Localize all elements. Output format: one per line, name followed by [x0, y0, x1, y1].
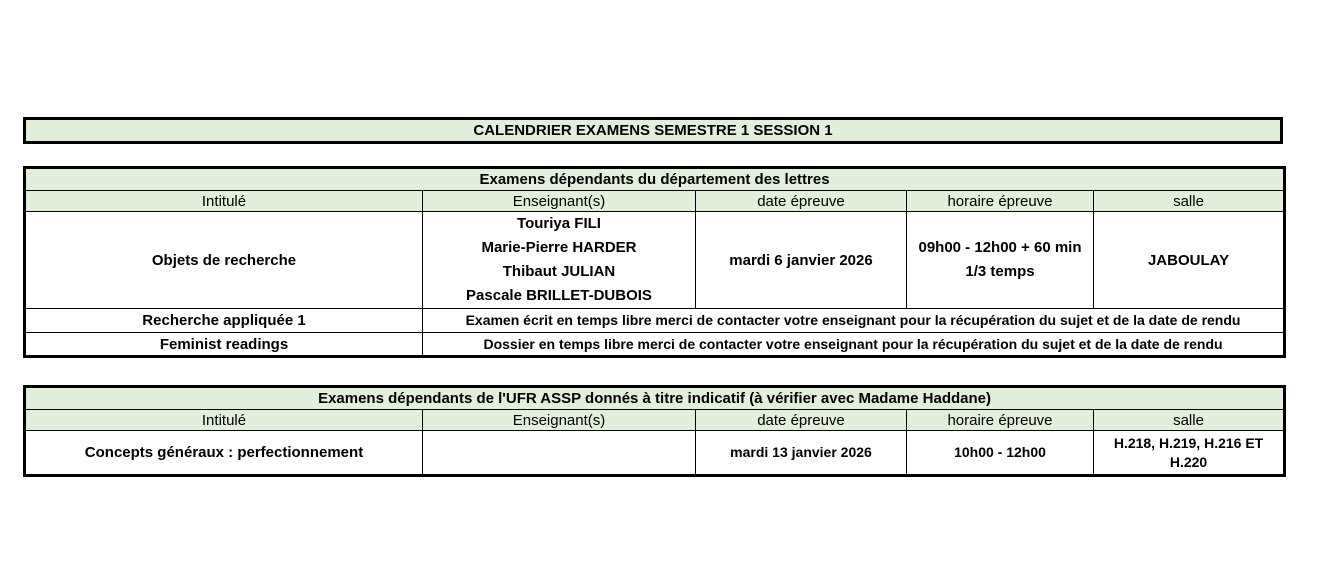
cell-date: mardi 6 janvier 2026 — [696, 212, 907, 309]
table-row — [25, 333, 1285, 357]
section-heading: Examens dépendants de l'UFR ASSP donnés à titre indicatif (à vérifier avec Madame Haddane) — [25, 387, 1285, 410]
lettres-exam-table — [23, 166, 1286, 358]
table-row — [25, 309, 1285, 333]
teacher-name: Touriya FILI — [517, 215, 601, 232]
teacher-name: Thibaut JULIAN — [502, 263, 616, 280]
salle-line: H.220 — [1169, 453, 1208, 470]
table-row — [25, 212, 1285, 309]
cell-salle — [1094, 431, 1285, 476]
cell-intitule: Recherche appliquée 1 — [25, 309, 423, 333]
cell-intitule: Concepts généraux : perfectionnement — [25, 431, 423, 476]
column-header-horaire: horaire épreuve — [907, 191, 1094, 212]
column-header-intitule: Intitulé — [25, 410, 423, 431]
column-header-salle: salle — [1094, 410, 1285, 431]
teacher-name: Pascale BRILLET-DUBOIS — [466, 287, 652, 304]
page-title: CALENDRIER EXAMENS SEMESTRE 1 SESSION 1 — [25, 119, 1282, 143]
column-header-horaire: horaire épreuve — [907, 410, 1094, 431]
column-header-salle: salle — [1094, 191, 1285, 212]
cell-enseignants — [423, 431, 696, 476]
cell-note: Examen écrit en temps libre merci de contacter votre enseignant pour la récupération du sujet et de la date de rendu — [423, 309, 1285, 333]
cell-date: mardi 13 janvier 2026 — [696, 431, 907, 476]
cell-horaire: 10h00 - 12h00 — [907, 431, 1094, 476]
title-table — [23, 117, 1283, 144]
salle-line: H.218, H.219, H.216 ET — [1113, 434, 1264, 451]
section-heading: Examens dépendants du département des lettres — [25, 168, 1285, 191]
cell-horaire — [907, 212, 1094, 309]
cell-enseignants — [423, 212, 696, 309]
column-header-enseignants: Enseignant(s) — [423, 191, 696, 212]
cell-salle: JABOULAY — [1094, 212, 1285, 309]
cell-intitule: Objets de recherche — [25, 212, 423, 309]
horaire-line: 1/3 temps — [965, 263, 1035, 280]
column-header-enseignants: Enseignant(s) — [423, 410, 696, 431]
column-header-date: date épreuve — [696, 191, 907, 212]
teacher-name: Marie-Pierre HARDER — [481, 239, 637, 256]
assp-exam-table — [23, 385, 1286, 477]
table-row — [25, 431, 1285, 476]
horaire-line: 09h00 - 12h00 + 60 min — [918, 239, 1082, 256]
column-header-intitule: Intitulé — [25, 191, 423, 212]
cell-intitule: Feminist readings — [25, 333, 423, 357]
cell-note: Dossier en temps libre merci de contacter votre enseignant pour la récupération du sujet et de la date de rendu — [423, 333, 1285, 357]
column-header-date: date épreuve — [696, 410, 907, 431]
